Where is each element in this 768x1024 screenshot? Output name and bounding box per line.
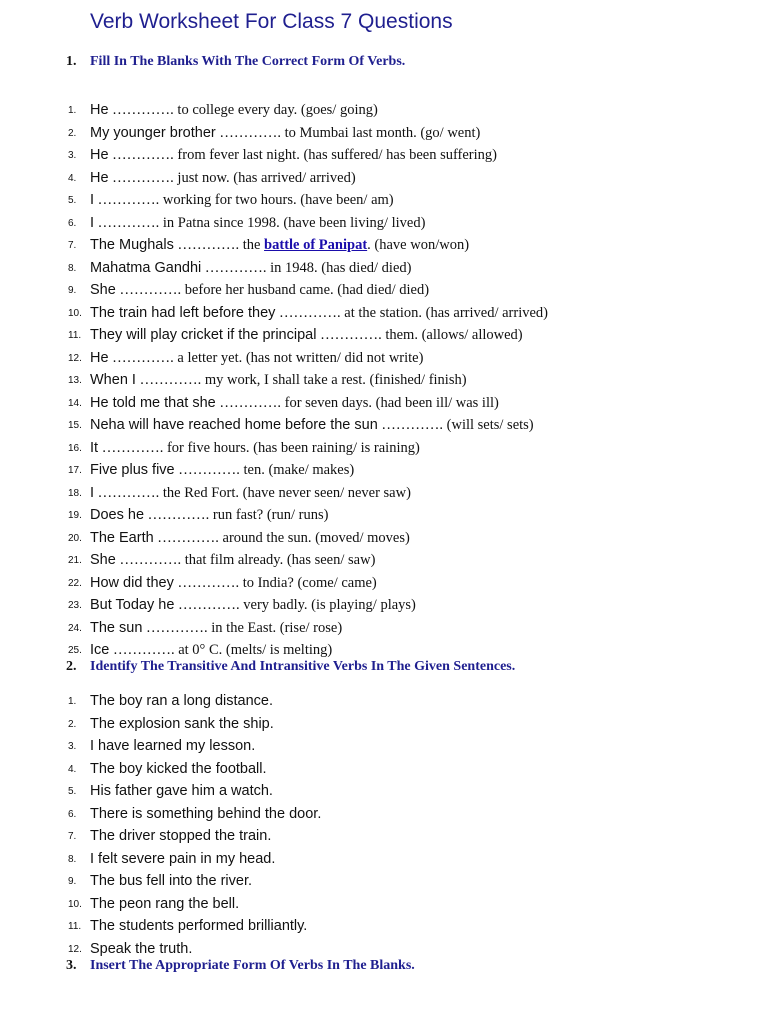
question-number: 6. (68, 808, 77, 820)
question-lead: He (90, 147, 109, 163)
question-text (90, 617, 342, 640)
question-rest: …………. the Red Fort. (have never seen/ never saw) (94, 484, 411, 501)
question-rest: …………. in 1948. (has died/ died) (201, 259, 412, 276)
question-text: The explosion sank the ship. (90, 715, 274, 732)
question-number: 9. (68, 285, 77, 296)
question-lead: But Today he (90, 597, 175, 613)
question-rest: …………. them. (allows/ allowed) (316, 327, 523, 343)
question-rest: …………. run fast? (run/ runs) (144, 507, 329, 523)
question-rest: …………. from fever last night. (has suffered/ has been suffering) (108, 147, 497, 163)
question-lead: When I (90, 372, 136, 388)
question-rest: …………. at the station. (has arrived/ arrived) (275, 304, 549, 321)
question-lead: I (90, 192, 95, 208)
question-number: 8. (68, 853, 77, 865)
question-lead: The train had left before they (90, 304, 276, 321)
question-lead: He (90, 102, 109, 118)
question-text (90, 504, 328, 527)
section-1-heading (66, 54, 405, 70)
question-lead: The sun (90, 619, 143, 636)
question-text (90, 234, 469, 257)
question-text (90, 549, 375, 572)
question-lead: He (90, 349, 109, 366)
question-number: 8. (68, 262, 77, 274)
question-rest: …………. to Mumbai last month. (go/ went) (215, 124, 481, 141)
question-number: 7. (68, 240, 77, 251)
question-lead: Does he (90, 507, 145, 523)
question-number: 12. (68, 352, 82, 364)
question-text (90, 99, 378, 122)
question-text (90, 324, 523, 347)
question-number: 5. (68, 195, 77, 206)
question-rest: …………. my work, I shall take a rest. (finished/ finish) (135, 372, 467, 388)
question-text (90, 144, 497, 167)
question-number: 3. (68, 741, 77, 752)
question-rest: …………. to college every day. (goes/ going) (108, 102, 378, 118)
question-text (90, 279, 429, 302)
question-rest: …………. to India? (come/ came) (173, 574, 377, 591)
section-1-number: 1. (66, 54, 77, 69)
question-number: 24. (68, 622, 82, 634)
question-lead: How did they (90, 574, 174, 591)
question-rest: …………. around the sun. (moved/ moves) (153, 529, 410, 546)
question-text: There is something behind the door. (90, 805, 322, 822)
question-number: 18. (68, 487, 82, 499)
question-number: 25. (68, 645, 82, 656)
question-lead: She (90, 282, 116, 298)
question-number: 4. (68, 172, 77, 184)
question-number: 15. (68, 420, 82, 431)
question-rest: …………. working for two hours. (have been/ am) (94, 192, 394, 208)
question-text (90, 347, 423, 370)
question-rest: …………. very badly. (is playing/ plays) (174, 597, 416, 613)
question-text: The driver stopped the train. (90, 828, 272, 844)
question-rest: …………. the (173, 237, 265, 253)
question-text (90, 572, 377, 595)
question-text (90, 212, 425, 235)
question-lead: I (90, 484, 95, 501)
question-text (90, 167, 356, 190)
question-number: 4. (68, 763, 77, 775)
section-3-title: Insert The Appropriate Form Of Verbs In The Blanks. (90, 958, 415, 973)
question-text: His father gave him a watch. (90, 783, 273, 799)
question-lead: The Earth (90, 529, 154, 546)
question-text (90, 414, 534, 437)
question-rest: …………. (will sets/ sets) (377, 417, 534, 433)
question-lead: Ice (90, 642, 110, 658)
question-rest: …………. that film already. (has seen/ saw) (115, 552, 376, 568)
question-lead: Five plus five (90, 462, 175, 478)
question-text: I have learned my lesson. (90, 738, 256, 754)
question-text: I felt severe pain in my head. (90, 850, 276, 867)
question-text: The boy kicked the football. (90, 760, 267, 777)
question-number: 3. (68, 150, 77, 161)
question-number: 2. (68, 718, 77, 730)
question-number: 11. (68, 330, 82, 341)
question-number: 14. (68, 397, 82, 409)
question-text (90, 122, 480, 145)
question-rest: …………. for seven days. (had been ill/ was ill) (215, 394, 499, 411)
question-after: . (have won/won) (367, 237, 470, 253)
question-lead: My younger brother (90, 124, 216, 141)
question-text: The boy ran a long distance. (90, 693, 273, 709)
question-text: The students performed brilliantly. (90, 918, 308, 934)
question-lead: Neha will have reached home before the sun (90, 417, 378, 433)
question-number: 19. (68, 510, 82, 521)
battle-of-panipat-link[interactable]: battle of Panipat (264, 237, 368, 253)
question-text (90, 459, 354, 482)
question-lead: It (90, 439, 99, 456)
question-number: 12. (68, 943, 82, 955)
section-1-title: Fill In The Blanks With The Correct Form Of Verbs. (90, 54, 406, 69)
question-rest: …………. at 0° C. (melts/ is melting) (109, 642, 333, 658)
question-number: 6. (68, 217, 77, 229)
question-lead: Mahatma Gandhi (90, 259, 202, 276)
question-rest: …………. in Patna since 1998. (have been living/ lived) (94, 214, 426, 231)
question-lead: The Mughals (90, 237, 174, 253)
question-number: 7. (68, 831, 77, 842)
question-rest: …………. a letter yet. (has not written/ did not write) (108, 349, 424, 366)
question-text (90, 302, 548, 325)
question-text: Speak the truth. (90, 940, 193, 957)
section-2-number: 2. (66, 659, 77, 674)
question-text (90, 257, 411, 280)
question-number: 21. (68, 555, 82, 566)
section-2-title: Identify The Transitive And Intransitive Verbs In The Given Sentences. (90, 659, 516, 674)
question-number: 11. (68, 921, 82, 932)
question-number: 5. (68, 786, 77, 797)
page-title: Verb Worksheet For Class 7 Questions (90, 10, 453, 33)
section-3-number: 3. (66, 958, 77, 973)
question-rest: …………. just now. (has arrived/ arrived) (108, 169, 356, 186)
question-number: 2. (68, 127, 77, 139)
question-number: 22. (68, 577, 82, 589)
question-number: 13. (68, 375, 82, 386)
question-text: The peon rang the bell. (90, 895, 240, 912)
question-rest: …………. for five hours. (has been raining/ is raining) (98, 439, 420, 456)
question-lead: She (90, 552, 116, 568)
question-number: 10. (68, 898, 82, 910)
question-text (90, 437, 420, 460)
question-number: 16. (68, 442, 82, 454)
question-number: 17. (68, 465, 82, 476)
question-text (90, 392, 499, 415)
question-number: 20. (68, 532, 82, 544)
question-text (90, 527, 410, 550)
question-text (90, 189, 394, 212)
section-3-heading (66, 958, 415, 974)
question-lead: He told me that she (90, 394, 216, 411)
question-number: 23. (68, 600, 82, 611)
question-text (90, 482, 411, 505)
question-text (90, 369, 467, 392)
question-rest: …………. in the East. (rise/ rose) (142, 619, 343, 636)
question-rest: …………. ten. (make/ makes) (174, 462, 355, 478)
question-number: 9. (68, 876, 77, 887)
question-lead: He (90, 169, 109, 186)
question-number: 10. (68, 307, 82, 319)
section-2-heading (66, 659, 515, 675)
question-lead: I (90, 214, 95, 231)
question-lead: They will play cricket if the principal (90, 327, 317, 343)
question-number: 1. (68, 105, 77, 116)
question-text: The bus fell into the river. (90, 873, 252, 889)
question-rest: …………. before her husband came. (had died/ died) (115, 282, 430, 298)
question-number: 1. (68, 696, 77, 707)
question-text (90, 594, 416, 617)
